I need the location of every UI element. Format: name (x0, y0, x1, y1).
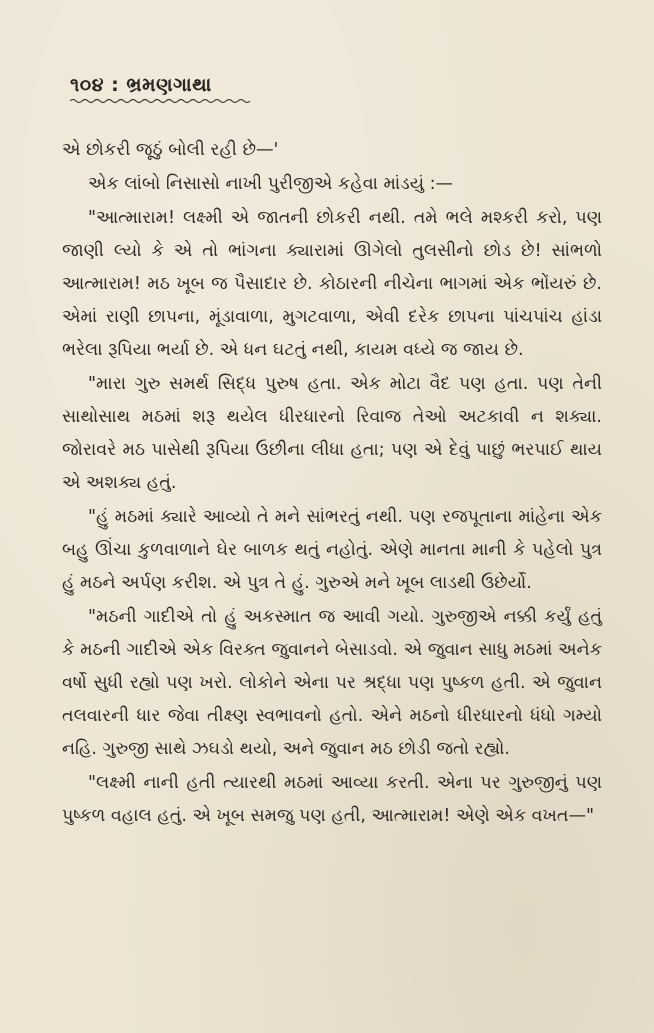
header-separator: : (111, 74, 120, 96)
page-number: ૧૦૪ (70, 74, 105, 96)
paragraph: એ છોકરી જૂઠું બોલી રહી છે—' (62, 140, 279, 160)
book-title: ભ્રમણગાથા (126, 74, 212, 96)
paragraph: "હું મઠમાં ક્યારે આવ્યો તે મને સાંભરતું નથી. પણ રજપૂતાના માંહેના એક બહુ ઊંચા કુળવાળાને ઘેર બાળક થતું નહોતું. એણે માનતા માની કે પહેલો પુત્ર હું મઠને અર્પણ કરીશ. એ પુત્ર તે હું. ગુરુએ મને ખૂબ લાડથી ઉછેર્યો. (62, 507, 602, 593)
running-header (70, 74, 212, 96)
paragraph: એક લાંબો નિસાસો નાખી પુરીજીએ કહેવા માંડયું :— (88, 174, 454, 194)
page-body (62, 134, 602, 834)
paragraph: "આત્મારામ! લક્ષ્મી એ જાતની છોકરી નથી. તમે ભલે મશ્કરી કરો, પણ જાણી લ્યો કે એ તો ભાંગના ક્યારામાં ઊગેલો તુલસીનો છોડ છે! સાંભળો આત્મારામ! મઠ ખૂબ જ પૈસાદાર છે. કોઠારની નીચેના ભાગમાં એક ભોંયરું છે. એમાં રાણી છાપના, મૂંડાવાળા, મુગટવાળા, એવી દરેક છાપના પાંચપાંચ હાંડા ભરેલા રૂપિયા ભર્યા છે. એ ધન ઘટતું નથી, કાયમ વધ્યે જ જાય છે. (62, 208, 602, 360)
decorative-wavy-rule (70, 98, 252, 104)
paragraph: "મારા ગુરુ સમર્થ સિદ્ધ પુરુષ હતા. એક મોટા વૈદ પણ હતા. પણ તેની સાથોસાથ મઠમાં શરૂ થયેલ ધીરધારનો રિવાજ તેઓ અટકાવી ન શક્યા. જોરાવરે મઠ પાસેથી રૂપિયા ઉછીના લીધા હતા; પણ એ દેવું પાછું ભરપાઈ થાય એ અશક્ય હતું. (62, 374, 602, 493)
paragraph: "લક્ષ્મી નાની હતી ત્યારથી મઠમાં આવ્યા કરતી. એના પર ગુરુજીનું પણ પુષ્કળ વહાલ હતું. એ ખૂબ સમજુ પણ હતી, આત્મારામ! એણે એક વખત—" (62, 773, 602, 826)
paragraph: "મઠની ગાદીએ તો હું અકસ્માત જ આવી ગયો. ગુરુજીએ નક્કી કર્યું હતું કે મઠની ગાદીએ એક વિરક્ત જુવાનને બેસાડવો. એ જુવાન સાધુ મઠમાં અનેક વર્ષો સુધી રહ્યો પણ ખરો. લોકોને એના પર શ્રદ્ધા પણ પુષ્કળ હતી. એ જુવાન તલવારની ધાર જેવા તીક્ષ્ણ સ્વભાવનો હતો. એને મઠનો ધીરધારનો ધંધો ગમ્યો નહિ. ગુરુજી સાથે ઝઘડો થયો, અને જુવાન મઠ છોડી જતો રહ્યો. (62, 607, 602, 759)
